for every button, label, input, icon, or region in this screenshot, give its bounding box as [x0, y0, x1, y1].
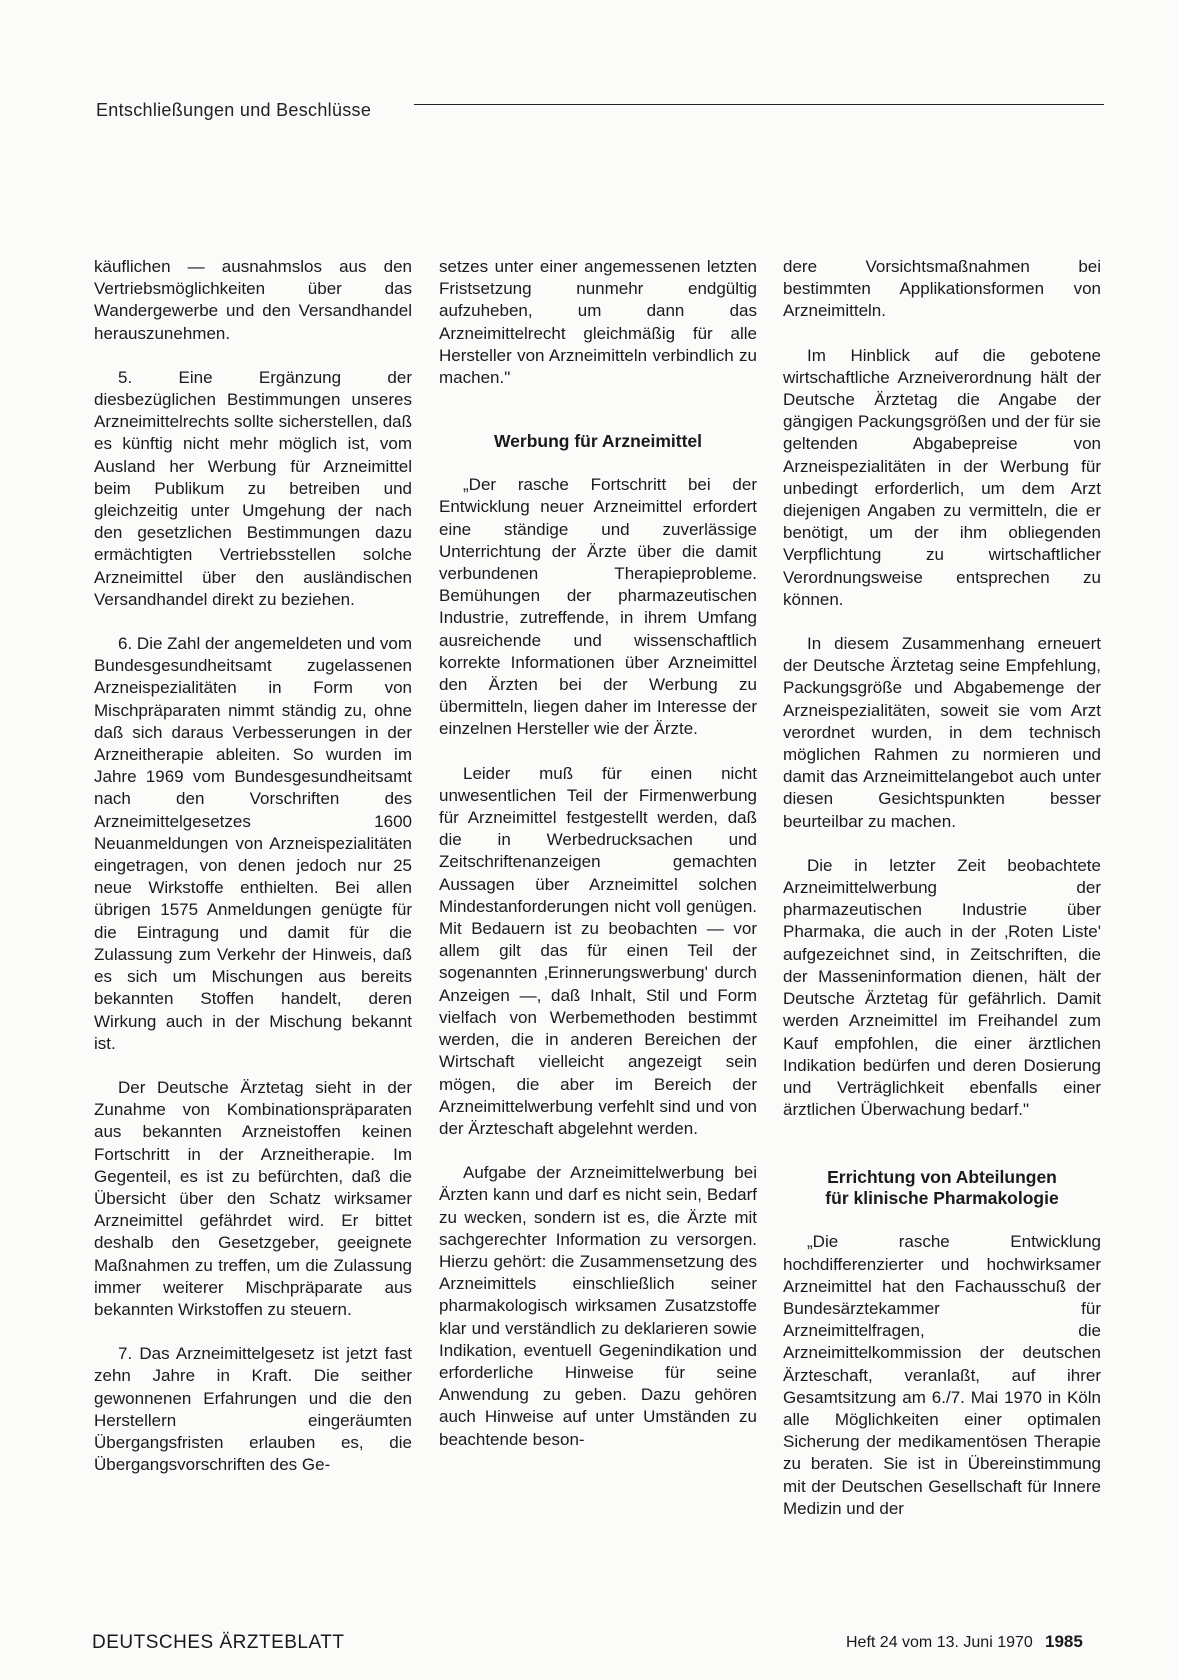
paragraph: In diesem Zusammenhang erneuert der Deutsche Ärztetag seine Empfehlung, Packungsgröße und Abgabemenge der Arzneispezialitäten, soweit sie vom Arzt verordnet wurden, in dem technisch möglichen Rahmen zu normieren und damit das Arzneimittelangebot auch unter diesen Gesichtspunkten besser beurteilbar zu machen.	[783, 634, 1101, 831]
paragraph: Die in letzter Zeit beobachtete Arzneimittelwerbung der pharmazeutischen Industrie über Pharmaka, die auch in der ‚Roten Liste' aufgezeichnet sind, in Zeitschriften, die der Masseninformation dienen, hält der Deutsche Ärztetag für gefährlich. Damit werden Arzneimittel im Freihandel zum Kauf empfohlen, die einer ärztlichen Indikation bedürfen und deren Dosierung und Verträglichkeit ebenfalls einer ärztlichen Überwachung bedarf."	[783, 855, 1101, 1120]
paragraph: käuflichen — ausnahmslos aus den Vertriebsmöglichkeiten über das Wandergewerbe und den Versandhandel herauszunehmen.	[94, 257, 412, 343]
paragraph: Leider muß für einen nicht unwesentlichen Teil der Firmenwerbung für Arzneimittel festgestellt werden, daß die in Werbedrucksachen und Zeitschriftenanzeigen gemachten Aussagen über Arzneimittel solchen Mindestanforderungen nicht voll genügen. Mit Bedauern ist zu beobachten — vor allem gilt das für einen Teil der sogenannten ‚Erinnerungswerbung' durch Anzeigen —, daß Inhalt, Stil und Form vielfach von Werbemethoden bestimmt werden, die in anderen Bereichen der Wirtschaft vielleicht angezeigt sein mögen, die aber im Bereich der Arzneimittelwerbung verfehlt sind und von der Ärzteschaft abgelehnt werden.	[439, 763, 757, 1138]
running-head: Entschließungen und Beschlüsse	[96, 100, 372, 120]
paragraph: Der Deutsche Ärztetag sieht in der Zunahme von Kombinationspräparaten aus bekannten Arzneistoffen keinen Fortschritt in der Arzneitherapie. Im Gegenteil, es ist zu befürchten, daß die Übersicht über den Schatz wirksamer Arzneimittel gefährdet wird. Er bittet deshalb den Gesetzgeber, geeignete Maßnahmen zu treffen, um die Zulassung immer weiterer Mischpräparate aus bekannten Wirkstoffen zu steuern.	[94, 1077, 412, 1319]
page-number: 1985	[1045, 1632, 1083, 1651]
paragraph: dere Vorsichtsmaßnahmen bei bestimmten Applikationsformen von Arzneimitteln.	[783, 257, 1101, 321]
paragraph: „Die rasche Entwicklung hochdifferenzierter und hochwirksamer Arzneimittel hat den Fachausschuß der Bundesärztekammer für Arzneimittelfragen, die Arzneimittelkommission der deutschen Ärzteschaft, veranlaßt, auf ihrer Gesamtsitzung am 6./7. Mai 1970 in Köln alle Möglichkeiten einer optimalen Sicherung der medikamentösen Therapie zu beraten. Sie ist in Übereinstimmung mit der Deutschen Gesellschaft für Innere Medizin und der	[783, 1232, 1101, 1518]
section-heading	[783, 1167, 1101, 1209]
paragraph: „Der rasche Fortschritt bei der Entwicklung neuer Arzneimittel erfordert eine ständige und zuverlässige Unterrichtung der Ärzte über die damit verbundenen Therapieprobleme. Bemühungen der pharmazeutischen Industrie, zutreffende, in ihrem Umfang ausreichende und wissenschaftlich korrekte Informationen über Arzneimittel den Ärzten bei der Werbung zu übermitteln, liegen daher im Interesse der einzelnen Hersteller wie der Ärzte.	[439, 475, 757, 739]
section-heading: Werbung für Arzneimittel	[493, 431, 703, 452]
paragraph: Aufgabe der Arzneimittelwerbung bei Ärzten kann und darf es nicht sein, Bedarf zu wecken, sondern ist es, die Ärzte mit sachgerechter Information zu versorgen. Hierzu gehört: die Zusammensetzung des Arzneimittels einschließlich seiner pharmakologisch wirksamen Zusatzstoffe klar und verständlich zu deklarieren sowie Indikation, eventuell Gegenindikation und erforderliche Hinweise für seine Anwendung zu geben. Dazu gehören auch Hinweise auf unter Umständen zu beachtende beson-	[439, 1163, 757, 1449]
heading-line: Errichtung von Abteilungen	[827, 1167, 1057, 1188]
header-rule	[414, 104, 1104, 105]
paragraph: 7. Das Arzneimittelgesetz ist jetzt fast zehn Jahre in Kraft. Die seither gewonnenen Erfahrungen und die den Herstellern eingeräumten Übergangsfristen erlauben es, die Übergangsvorschriften des Ge-	[94, 1344, 412, 1475]
paragraph: 5. Eine Ergänzung der diesbezüglichen Bestimmungen unseres Arzneimittelrechts sollte sicherstellen, daß es künftig nicht mehr möglich ist, vom Ausland her Werbung für Arzneimittel beim Publikum zu betreiben und gleichzeitig unter Umgehung der nach den gesetzlichen Bestimmungen dazu ermächtigten Vertriebsstellen solche Arzneimittel über den ausländischen Versandhandel direkt zu beziehen.	[94, 367, 412, 609]
paragraph: 6. Die Zahl der angemeldeten und vom Bundesgesundheitsamt zugelassenen Arzneispezialitäten in Form von Mischpräparaten nimmt ständig zu, ohne daß sich daraus Verbesserungen in der Arzneitherapie ableiten. So wurden im Jahre 1969 vom Bundesgesundheitsamt nach den Vorschriften des Arzneimittelgesetzes 1600 Neuanmeldungen von Arzneispezialitäten eingetragen, von denen jedoch nur 25 neue Wirkstoffe enthielten. Bei allen übrigen 1575 Anmeldungen genügte für die Eintragung und damit für die Zulassung zum Verkehr der Hinweis, daß es sich um Mischungen aus bereits bekannten Stoffen handelt, deren Wirkung auch in der Mischung bekannt ist.	[94, 634, 412, 1053]
column-middle	[439, 256, 757, 1473]
footer-journal: DEUTSCHES ÄRZTEBLATT	[92, 1632, 345, 1653]
heading-line: für klinische Pharmakologie	[825, 1188, 1059, 1209]
column-left	[94, 256, 412, 1498]
paragraph: setzes unter einer angemessenen letzten Fristsetzung nunmehr endgültig aufzuheben, um dann das Arzneimittelrecht gleichmäßig für alle Hersteller von Arzneimitteln verbindlich zu machen."	[439, 257, 757, 388]
column-right	[783, 256, 1101, 1542]
paragraph: Im Hinblick auf die gebotene wirtschaftliche Arzneiverordnung hält der Deutsche Ärztetag die Angabe der gängigen Packungsgrößen und der für sie geltenden Abgabepreise von Arzneispezialitäten in der Werbung für unbedingt erforderlich, um dem Arzt diejenigen Angaben zu vermitteln, die er benötigt, um der ihm obliegenden Verpflichtung zu wirtschaftlicher Verordnungsweise entsprechen zu können.	[783, 345, 1101, 609]
footer-issue: Heft 24 vom 13. Juni 1970	[846, 1634, 1033, 1651]
